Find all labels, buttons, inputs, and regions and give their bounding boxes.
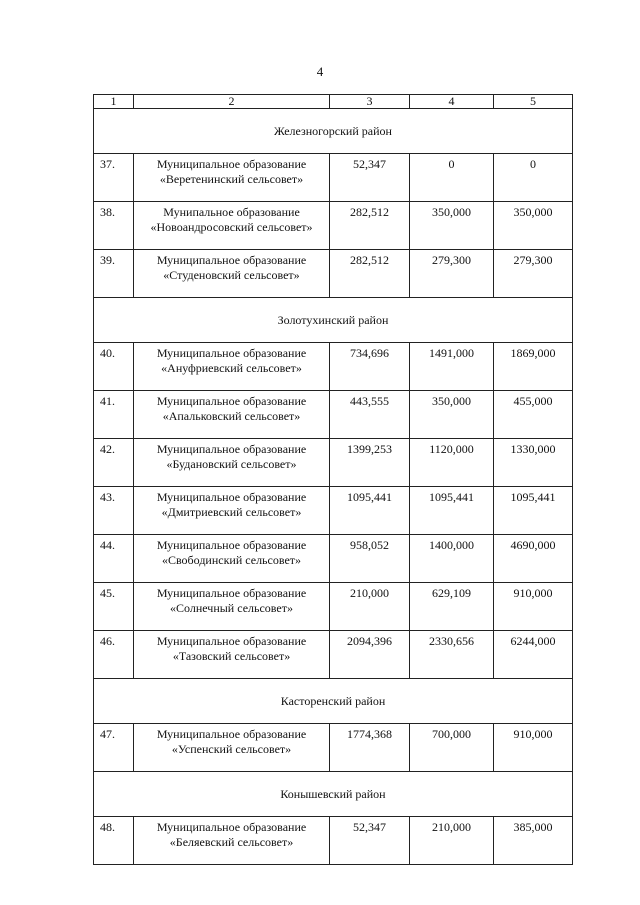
municipality-title: «Ануфриевский сельсовет» xyxy=(161,361,302,375)
value-column-4: 279,300 xyxy=(410,250,494,298)
municipality-title: «Тазовский сельсовет» xyxy=(172,649,291,663)
row-number: 48. xyxy=(94,817,134,865)
municipality-title: «Студеновский сельсовет» xyxy=(163,268,300,282)
municipality-type: Муниципальное образование xyxy=(156,253,307,267)
row-number: 39. xyxy=(94,250,134,298)
value-column-3: 282,512 xyxy=(330,202,410,250)
municipality-type: Муниципальное образование xyxy=(156,157,307,171)
value-column-3: 1774,368 xyxy=(330,724,410,772)
district-title: Железногорский район xyxy=(94,109,573,154)
value-column-3: 734,696 xyxy=(330,343,410,391)
municipality-type: Муниципальное образование xyxy=(156,394,307,408)
value-column-4: 1095,441 xyxy=(410,487,494,535)
value-column-3: 210,000 xyxy=(330,583,410,631)
municipality-title: «Солнечный сельсовет» xyxy=(170,601,293,615)
row-number: 38. xyxy=(94,202,134,250)
municipality-title: «Апальковский сельсовет» xyxy=(162,409,301,423)
row-number: 43. xyxy=(94,487,134,535)
page-number: 4 xyxy=(316,64,324,79)
value-column-3: 1399,253 xyxy=(330,439,410,487)
value-column-5: 910,000 xyxy=(494,724,573,772)
value-column-4: 210,000 xyxy=(410,817,494,865)
value-column-3: 1095,441 xyxy=(330,487,410,535)
municipality-type: Муниципальное образование xyxy=(156,586,307,600)
municipality-name xyxy=(134,391,330,439)
value-column-5: 0 xyxy=(494,154,573,202)
municipality-name xyxy=(134,154,330,202)
column-header-4: 4 xyxy=(410,95,494,109)
municipality-title: «Успенский сельсовет» xyxy=(171,742,292,756)
row-number: 40. xyxy=(94,343,134,391)
district-section-row xyxy=(94,109,573,154)
municipality-name xyxy=(134,631,330,679)
column-header-3: 3 xyxy=(330,95,410,109)
municipality-name xyxy=(134,439,330,487)
value-column-5: 1869,000 xyxy=(494,343,573,391)
table-row xyxy=(94,202,573,250)
value-column-3: 52,347 xyxy=(330,817,410,865)
municipality-title: «Беляевский сельсовет» xyxy=(169,835,294,849)
municipality-name xyxy=(134,724,330,772)
value-column-5: 350,000 xyxy=(494,202,573,250)
municipality-type: Муниципальное образование xyxy=(156,538,307,552)
municipality-type: Муниципальное образование xyxy=(156,490,307,504)
district-title: Конышевский район xyxy=(94,772,573,817)
municipality-name xyxy=(134,535,330,583)
table-row xyxy=(94,535,573,583)
table-row xyxy=(94,487,573,535)
table-row xyxy=(94,250,573,298)
table-row xyxy=(94,439,573,487)
row-number: 46. xyxy=(94,631,134,679)
budget-table-body xyxy=(94,95,573,865)
value-column-5: 910,000 xyxy=(494,583,573,631)
table-row xyxy=(94,631,573,679)
district-section-row xyxy=(94,772,573,817)
row-number: 42. xyxy=(94,439,134,487)
district-title: Золотухинский район xyxy=(94,298,573,343)
municipality-type: Муниципальное образование xyxy=(156,727,307,741)
municipality-type: Муниципальное образование xyxy=(156,346,307,360)
municipality-title: «Свободинский сельсовет» xyxy=(161,553,302,567)
row-number: 45. xyxy=(94,583,134,631)
table-row xyxy=(94,583,573,631)
municipality-title: «Будановский сельсовет» xyxy=(166,457,297,471)
value-column-4: 2330,656 xyxy=(410,631,494,679)
municipality-title: «Веретенинский сельсовет» xyxy=(159,172,304,186)
municipality-name xyxy=(134,817,330,865)
value-column-3: 2094,396 xyxy=(330,631,410,679)
value-column-4: 0 xyxy=(410,154,494,202)
row-number: 47. xyxy=(94,724,134,772)
table-row xyxy=(94,343,573,391)
value-column-4: 350,000 xyxy=(410,391,494,439)
row-number: 41. xyxy=(94,391,134,439)
value-column-5: 455,000 xyxy=(494,391,573,439)
column-number-header-row xyxy=(94,95,573,109)
municipality-name xyxy=(134,250,330,298)
value-column-5: 4690,000 xyxy=(494,535,573,583)
municipality-name xyxy=(134,202,330,250)
value-column-3: 52,347 xyxy=(330,154,410,202)
column-header-2: 2 xyxy=(134,95,330,109)
table-row xyxy=(94,391,573,439)
district-section-row xyxy=(94,298,573,343)
district-title: Касторенский район xyxy=(94,679,573,724)
municipality-title: «Дмитриевский сельсовет» xyxy=(161,505,302,519)
value-column-5: 385,000 xyxy=(494,817,573,865)
value-column-4: 350,000 xyxy=(410,202,494,250)
district-section-row xyxy=(94,679,573,724)
table-row xyxy=(94,817,573,865)
column-header-1: 1 xyxy=(94,95,134,109)
value-column-4: 629,109 xyxy=(410,583,494,631)
budget-table xyxy=(93,94,573,865)
municipality-title: «Новоандросовский сельсовет» xyxy=(150,220,313,234)
value-column-4: 1491,000 xyxy=(410,343,494,391)
municipality-type: Мунипальное образование xyxy=(163,205,300,219)
value-column-5: 279,300 xyxy=(494,250,573,298)
value-column-3: 958,052 xyxy=(330,535,410,583)
municipality-type: Муниципальное образование xyxy=(156,820,307,834)
municipality-type: Муниципальное образование xyxy=(156,634,307,648)
value-column-4: 1400,000 xyxy=(410,535,494,583)
value-column-4: 700,000 xyxy=(410,724,494,772)
table-row xyxy=(94,724,573,772)
column-header-5: 5 xyxy=(494,95,573,109)
value-column-5: 6244,000 xyxy=(494,631,573,679)
table-row xyxy=(94,154,573,202)
value-column-5: 1330,000 xyxy=(494,439,573,487)
value-column-5: 1095,441 xyxy=(494,487,573,535)
municipality-name xyxy=(134,583,330,631)
value-column-4: 1120,000 xyxy=(410,439,494,487)
municipality-type: Муниципальное образование xyxy=(156,442,307,456)
municipality-name xyxy=(134,487,330,535)
row-number: 44. xyxy=(94,535,134,583)
value-column-3: 282,512 xyxy=(330,250,410,298)
row-number: 37. xyxy=(94,154,134,202)
municipality-name xyxy=(134,343,330,391)
value-column-3: 443,555 xyxy=(330,391,410,439)
